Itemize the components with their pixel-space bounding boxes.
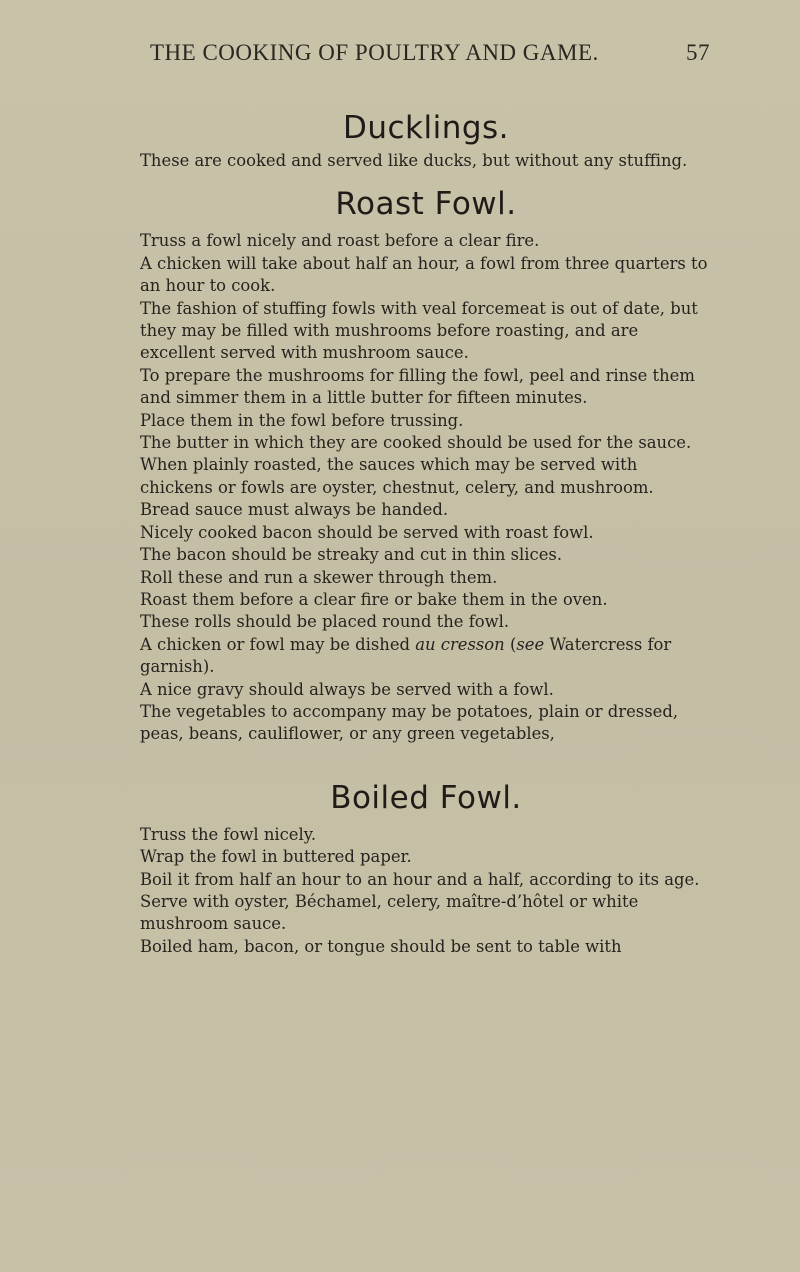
running-head	[140, 40, 710, 66]
running-head-title: THE COOKING OF POULTRY AND GAME.	[150, 40, 599, 65]
section-ducklings	[140, 110, 712, 172]
paragraph: Roll these and run a skewer through them.	[140, 567, 498, 587]
paragraph: To prepare the mushrooms for filling the fowl, peel and rinse them and simmer them in a little butter for fifteen minutes.	[140, 365, 695, 408]
paragraph: A chicken will take about half an hour, a fowl from three quarters to an hour to cook.	[140, 253, 708, 296]
italic-text: au cresson	[415, 634, 505, 654]
page-content	[140, 86, 712, 958]
paragraph: Serve with oyster, Béchamel, celery, maître-d’hôtel or white mushroom sauce.	[140, 891, 639, 934]
section-boiled-fowl	[140, 780, 712, 958]
paragraph: Roast them before a clear fire or bake them in the oven.	[140, 589, 608, 609]
paragraph: The vegetables to accompany may be potatoes, plain or dressed, peas, beans, cauliflower, or any green vegetables,	[140, 701, 679, 744]
paragraph: The butter in which they are cooked should be used for the sauce.	[140, 433, 692, 453]
text-run: A chicken or fowl may be dished	[140, 634, 416, 654]
paragraph: Bread sauce must always be handed.	[140, 500, 449, 520]
paragraph: Nicely cooked bacon should be served with roast fowl.	[140, 522, 594, 542]
section-heading: Ducklings.	[342, 110, 510, 146]
paragraph: These rolls should be placed round the fowl.	[140, 612, 510, 632]
paragraph: These are cooked and served like ducks, but without any stuffing.	[140, 151, 688, 170]
section-roast-fowl	[140, 186, 712, 745]
section-heading: Boiled Fowl.	[330, 779, 522, 816]
paragraph: Place them in the fowl before trussing.	[140, 410, 464, 430]
italic-text: see	[516, 634, 545, 654]
paragraph: The bacon should be streaky and cut in thin slices.	[140, 545, 563, 565]
paragraph: Boil it from half an hour to an hour and a half, according to its age.	[140, 869, 700, 889]
text-run: Watercress for garnish).	[140, 634, 672, 677]
paragraph: Boiled ham, bacon, or tongue should be sent to table with	[140, 936, 622, 956]
paragraph-cresson	[140, 634, 712, 679]
paragraph: Wrap the fowl in buttered paper.	[140, 847, 412, 867]
text-run: (	[504, 634, 517, 654]
paragraph: A nice gravy should always be served with a fowl.	[140, 679, 554, 699]
page-number: 57	[686, 40, 710, 65]
section-heading: Roast Fowl.	[335, 186, 517, 223]
paragraph: Truss the fowl nicely.	[140, 824, 317, 844]
paragraph: The fashion of stuffing fowls with veal forcemeat is out of date, but they may be filled with mushrooms before roasting, and are excellent served with mushroom sauce.	[140, 298, 698, 363]
paragraph: When plainly roasted, the sauces which may be served with chickens or fowls are oyster, chestnut, celery, and mushroom.	[140, 455, 654, 497]
paragraph: Truss a fowl nicely and roast before a clear fire.	[140, 231, 540, 251]
